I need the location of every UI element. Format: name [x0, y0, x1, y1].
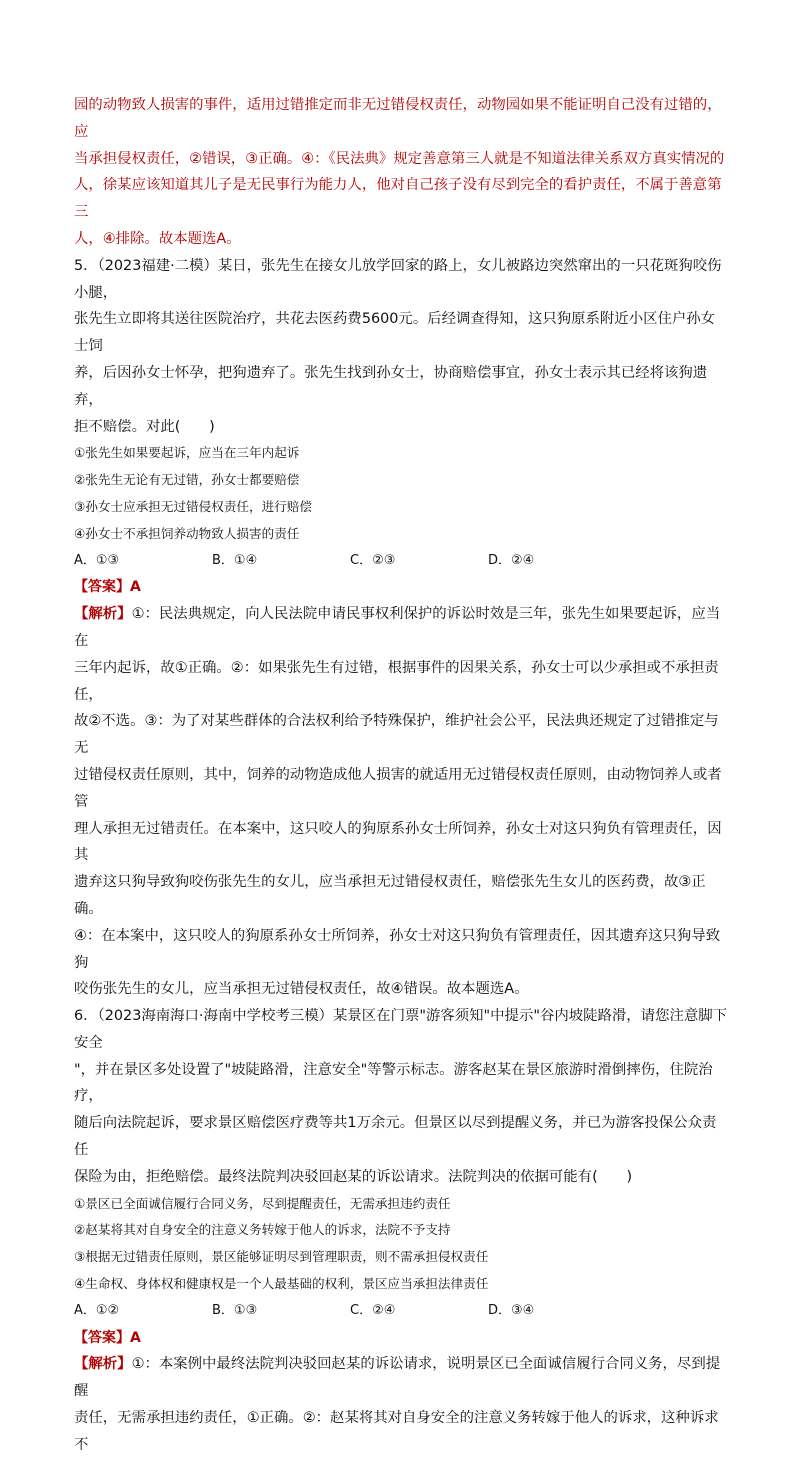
answer-label: 【答案】 [74, 579, 130, 596]
answer-line [74, 574, 728, 601]
choice-d: D．③④ [488, 1302, 535, 1318]
choice-b: B．①④ [212, 552, 258, 568]
statement-option: ④孙女士不承担饲养动物致人损害的责任 [74, 525, 300, 541]
answer-label: 【答案】 [74, 1329, 130, 1346]
analysis-line: 理人承担无过错责任。在本案中，这只咬人的狗原系孙女士所饲养，孙女士对这只狗负有管理责任，因其 [74, 820, 722, 864]
question-5 [74, 253, 728, 1003]
statement-option: ④生命权、身体权和健康权是一个人最基础的权利，景区应当承担法律责任 [74, 1276, 489, 1292]
question-6 [74, 1003, 728, 1459]
question-stem-line: 保险为由，拒绝赔偿。最终法院判决驳回赵某的诉讼请求。法院判决的依据可能有( ) [74, 1168, 633, 1185]
question-stem-line: 拒不赔偿。对此( ) [74, 418, 215, 435]
analysis-line: 当承担侵权责任，②错误，③正确。④：《民法典》规定善意第三人就是不知道法律关系双方真实情况的 [74, 150, 725, 167]
previous-question-analysis-tail [74, 92, 728, 253]
question-stem-line: 5．（2023福建·二模）某日，张先生在接女儿放学回家的路上，女儿被路边突然窜出的一只花斑狗咬伤小腿， [74, 257, 722, 301]
answer-choices [74, 548, 728, 575]
analysis-line: 人，徐某应该知道其儿子是无民事行为能力人，他对自己孩子没有尽到完全的看护责任，不属于善意第三 [74, 177, 722, 221]
choice-a: A．①② [74, 1302, 120, 1318]
question-stem-line: 张先生立即将其送往医院治疗，共花去医药费5600元。后经调查得知，这只狗原系附近小区住户孙女士饲 [74, 311, 716, 355]
choice-c: C．②③ [350, 552, 396, 568]
analysis-line: 遗弃这只狗导致狗咬伤张先生的女儿，应当承担无过错侵权责任，赔偿张先生女儿的医药费，故③正确。 [74, 874, 706, 917]
answer-choices [74, 1298, 728, 1325]
statement-option: ①张先生如果要起诉，应当在三年内起诉 [74, 445, 300, 461]
answer-value: A [130, 579, 141, 596]
answer-value: A [130, 1329, 141, 1346]
statement-option: ③孙女士应承担无过错侵权责任，进行赔偿 [74, 498, 312, 514]
statement-option: ①景区已全面诚信履行合同义务，尽到提醒责任，无需承担违约责任 [74, 1195, 451, 1211]
analysis-line: ④：在本案中，这只咬人的狗原系孙女士所饲养，孙女士对这只狗负有管理责任，因其遗弃这只狗导致狗 [74, 927, 721, 971]
analysis-line: 三年内起诉，故①正确。②：如果张先生有过错，根据事件的因果关系，孙女士可以少承担或不承担责任， [74, 659, 719, 703]
answer-line [74, 1325, 728, 1352]
question-stem-line: "，并在景区多处设置了"坡陡路滑，注意安全"等警示标志。游客赵某在景区旅游时滑倒摔伤，住院治疗， [74, 1061, 713, 1105]
analysis-line: 故②不选。③：为了对某些群体的合法权利给予特殊保护，维护社会公平，民法典还规定了过错推定与无 [74, 713, 719, 757]
analysis-line: 过错侵权责任原则，其中，饲养的动物造成他人损害的就适用无过错侵权责任原则，由动物饲养人或者管 [74, 766, 722, 810]
statement-option: ③根据无过错责任原则，景区能够证明尽到管理职责，则不需承担侵权责任 [74, 1249, 489, 1265]
question-stem-line: 6．（2023海南海口·海南中学校考三模）某景区在门票"游客须知"中提示"谷内坡陡路滑，请您注意脚下安全 [74, 1008, 728, 1051]
analysis-line: 咬伤张先生的女儿，应当承担无过错侵权责任，故④错误。故本题选A。 [74, 981, 529, 998]
choice-d: D．②④ [488, 552, 535, 568]
analysis-label: 【解析】 [74, 1356, 132, 1373]
question-stem-line: 随后向法院起诉，要求景区赔偿医疗费等共1万余元。但景区以尽到提醒义务，并已为游客投保公众责任 [74, 1115, 717, 1159]
statement-option: ②张先生无论有无过错，孙女士都要赔偿 [74, 472, 300, 488]
analysis-line: 【解析】①：本案例中最终法院判决驳回赵某的诉讼请求，说明景区已全面诚信履行合同义务，尽到提醒 [74, 1356, 721, 1400]
analysis-line: 【解析】①：民法典规定，向人民法院申请民事权利保护的诉讼时效是三年，张先生如果要起诉，应当在 [74, 606, 721, 649]
choice-b: B．①③ [212, 1302, 258, 1318]
document-page [74, 92, 728, 1459]
question-stem-line: 养，后因孙女士怀孕，把狗遗弃了。张先生找到孙女士，协商赔偿事宜，孙女士表示其已经将该狗遗弃， [74, 364, 708, 408]
analysis-line: 园的动物致人损害的事件，适用过错推定而非无过错侵权责任，动物园如果不能证明自己没有过错的，应 [74, 97, 722, 140]
choice-a: A．①③ [74, 552, 120, 568]
analysis-label: 【解析】 [74, 606, 132, 623]
statement-option: ②赵某将其对自身安全的注意义务转嫁于他人的诉求，法院不予支持 [74, 1222, 451, 1238]
analysis-line: 人，④排除。故本题选A。 [74, 230, 241, 247]
analysis-line: 责任，无需承担违约责任，①正确。②：赵某将其对自身安全的注意义务转嫁于他人的诉求，这种诉求不 [74, 1410, 719, 1453]
choice-c: C．②④ [350, 1302, 396, 1318]
